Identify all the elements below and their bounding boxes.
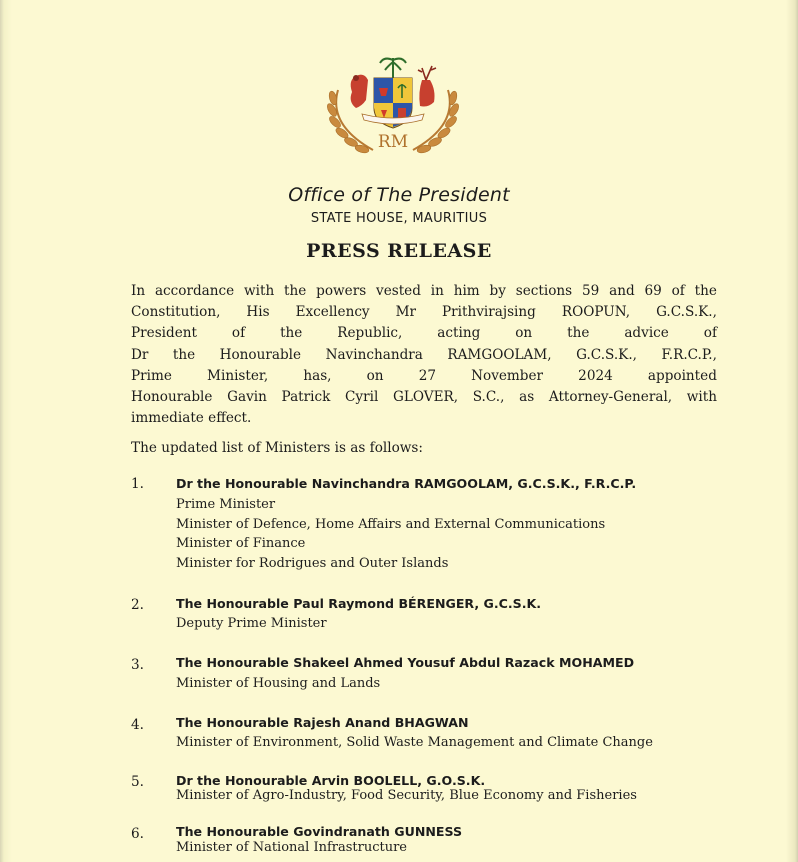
minister-number: 6. xyxy=(131,826,144,842)
minister-portfolios xyxy=(176,786,637,806)
paragraph-line: Honourable Gavin Patrick Cyril GLOVER, S.C., as Attorney-General, with xyxy=(131,389,717,406)
minister-name: Dr the Honourable Arvin BOOLELL, G.O.S.K. xyxy=(176,773,486,788)
portfolio-line: Minister of Agro-Industry, Food Security, Blue Economy and Fisheries xyxy=(176,788,637,803)
paragraph-line: Prime Minister, has, on 27 November 2024 appointed xyxy=(131,367,717,384)
paragraph-line: Dr the Honourable Navinchandra RAMGOOLAM, G.C.S.K., F.R.C.P., xyxy=(131,346,717,363)
portfolio-line: Prime Minister xyxy=(176,497,276,512)
paragraph-line: Constitution, His Excellency Mr Prithvirajsing ROOPUN, G.C.S.K., xyxy=(131,304,717,321)
portfolio-line: Minister of Defence, Home Affairs and External Communications xyxy=(176,516,606,532)
office-title: Office of The President xyxy=(288,184,510,206)
office-address: STATE HOUSE, MAURITIUS xyxy=(310,211,488,226)
announcement-paragraph xyxy=(131,281,717,429)
portfolio-line: Minister of National Infrastructure xyxy=(176,840,408,855)
paragraph-line: In accordance with the powers vested in him by sections 59 and 69 of the xyxy=(131,283,717,299)
minister-portfolios xyxy=(176,495,605,573)
minister-portfolios xyxy=(176,674,380,694)
minister-number: 3. xyxy=(131,657,144,673)
portfolio-line: Minister of Finance xyxy=(176,536,306,552)
portfolio-line: Minister of Environment, Solid Waste Management and Climate Change xyxy=(176,735,653,750)
minister-number: 5. xyxy=(131,774,144,790)
emblem-monogram: RM xyxy=(377,132,409,152)
portfolio-line: Deputy Prime Minister xyxy=(176,616,327,631)
minister-number: 4. xyxy=(131,717,144,733)
minister-name: The Honourable Govindranath GUNNESS xyxy=(176,824,463,839)
minister-portfolios xyxy=(176,614,327,634)
minister-name: Dr the Honourable Navinchandra RAMGOOLAM, G.C.S.K., F.R.C.P. xyxy=(176,476,637,491)
minister-name: The Honourable Rajesh Anand BHAGWAN xyxy=(176,715,469,730)
minister-name: The Honourable Paul Raymond BÉRENGER, G.C.S.K. xyxy=(176,596,542,611)
coat-of-arms-emblem xyxy=(318,50,468,170)
portfolio-line: Minister of Housing and Lands xyxy=(176,676,381,691)
paragraph-line: immediate effect. xyxy=(131,410,252,427)
portfolio-line: Minister for Rodrigues and Outer Islands xyxy=(176,555,449,571)
minister-number: 1. xyxy=(131,476,144,492)
minister-name: The Honourable Shakeel Ahmed Yousuf Abdul Razack MOHAMED xyxy=(176,655,635,670)
paragraph-line: President of the Republic, acting on the advice of xyxy=(131,325,717,342)
minister-portfolios xyxy=(176,838,407,858)
minister-portfolios xyxy=(176,733,653,753)
press-release-heading: PRESS RELEASE xyxy=(306,240,492,262)
minister-number: 2. xyxy=(131,597,144,613)
list-intro: The updated list of Ministers is as follows: xyxy=(131,440,423,456)
